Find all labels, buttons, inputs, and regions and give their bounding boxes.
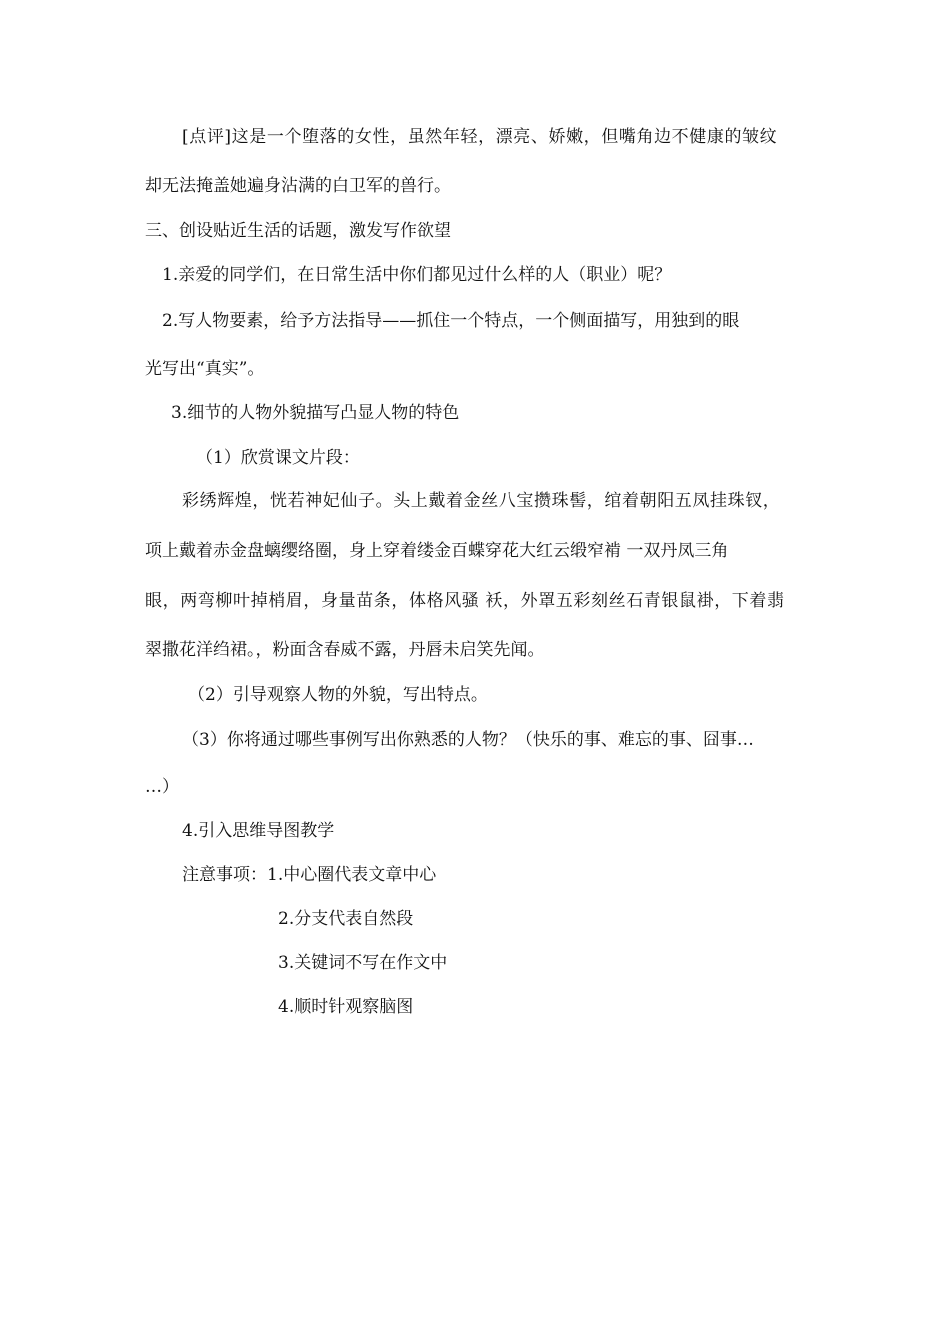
notes-heading: 注意事项：1.中心圈代表文章中心 bbox=[182, 865, 437, 885]
note-item-2: 2.分支代表自然段 bbox=[278, 909, 414, 929]
quote-line-1: 彩绣辉煌，恍若神妃仙子。头上戴着金丝八宝攒珠髻，绾着朝阳五凤挂珠钗， bbox=[182, 491, 781, 511]
note-item-4: 4.顺时针观察脑图 bbox=[278, 997, 414, 1017]
section-heading: 三、创设贴近生活的话题，激发写作欲望 bbox=[145, 221, 451, 241]
quote-line-2: 项上戴着赤金盘螭缨络圈，身上穿着缕金百蝶穿花大红云缎窄褃 一双丹凤三角 bbox=[145, 541, 729, 561]
quote-line-4: 翠撒花洋绉裙。，粉面含春威不露，丹唇未启笑先闻。 bbox=[145, 640, 545, 660]
text-line-15: …） bbox=[145, 777, 179, 797]
text-line-6: 光写出“真实”。 bbox=[145, 359, 265, 379]
text-line-7: 3.细节的人物外貌描写凸显人物的特色 bbox=[171, 403, 460, 423]
text-line-5: 2.写人物要素，给予方法指导——抓住一个特点，一个侧面描写，用独到的眼 bbox=[162, 311, 740, 331]
text-line-1: [点评]这是一个堕落的女性，虽然年轻，漂亮、娇嫩，但嘴角边不健康的皱纹 bbox=[182, 127, 778, 147]
text-line-14: （3）你将通过哪些事例写出你熟悉的人物？（快乐的事、难忘的事、囧事… bbox=[182, 730, 754, 750]
text-line-8: （1）欣赏课文片段： bbox=[196, 448, 360, 468]
text-line-2: 却无法掩盖她遍身沾满的白卫军的兽行。 bbox=[145, 176, 451, 196]
text-line-16: 4.引入思维导图教学 bbox=[182, 821, 335, 841]
text-line-4: 1.亲爱的同学们，在日常生活中你们都见过什么样的人（职业）呢？ bbox=[162, 265, 672, 285]
text-line-13: （2）引导观察人物的外貌，写出特点。 bbox=[188, 685, 488, 705]
quote-line-3: 眼，两弯柳叶掉梢眉，身量苗条，体格风骚 袄，外罩五彩刻丝石青银鼠褂，下着翡 bbox=[145, 591, 785, 611]
note-item-3: 3.关键词不写在作文中 bbox=[278, 953, 448, 973]
